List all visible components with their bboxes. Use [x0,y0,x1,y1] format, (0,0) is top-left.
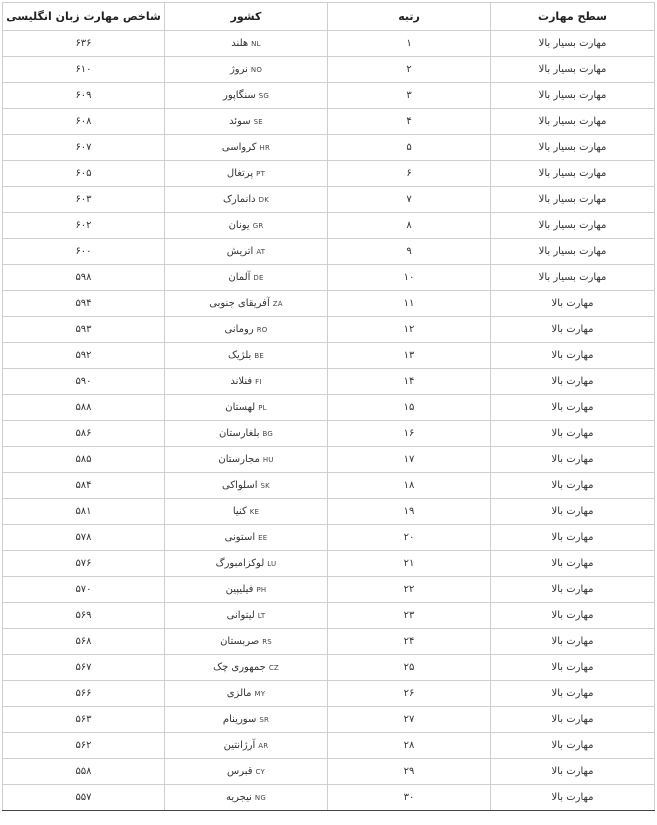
cell-score: ۶۱۰ [3,57,165,83]
cell-score: ۵۸۵ [3,447,165,473]
cell-rank: ۲۳ [328,603,491,629]
cell-rank: ۳۰ [328,785,491,811]
country-name: کنیا [232,506,247,517]
table-row [3,57,655,83]
country-code: GR [252,222,264,230]
cell-country [165,759,328,785]
country-code: KE [249,508,260,516]
cell-score: ۶۰۰ [3,239,165,265]
country-name: دانمارک [222,194,256,205]
cell-level: مهارت بالا [491,759,655,785]
cell-score: ۵۸۱ [3,499,165,525]
country-code: CZ [268,664,279,672]
country-code: SR [259,716,270,724]
country-code: EE [258,534,268,542]
cell-country [165,395,328,421]
cell-rank: ۱۱ [328,291,491,317]
cell-level: مهارت بسیار بالا [491,83,655,109]
cell-rank: ۷ [328,187,491,213]
cell-rank: ۱۲ [328,317,491,343]
country-code: HR [259,144,271,152]
cell-country [165,473,328,499]
cell-country [165,213,328,239]
cell-rank: ۱۹ [328,499,491,525]
country-code: SE [253,118,263,126]
cell-rank: ۸ [328,213,491,239]
cell-country [165,733,328,759]
country-code: MY [254,690,266,698]
cell-score: ۵۸۴ [3,473,165,499]
cell-level: مهارت بالا [491,525,655,551]
table-row [3,161,655,187]
country-code: AR [258,742,269,750]
country-code: BG [262,430,274,438]
country-name: قبرس [227,766,253,777]
cell-score: ۵۷۰ [3,577,165,603]
cell-rank: ۲۷ [328,707,491,733]
cell-country [165,135,328,161]
cell-level: مهارت بسیار بالا [491,213,655,239]
cell-score: ۵۶۶ [3,681,165,707]
country-name: کرواسی [221,142,257,153]
cell-rank: ۶ [328,161,491,187]
cell-score: ۵۶۹ [3,603,165,629]
cell-score: ۶۰۷ [3,135,165,161]
cell-country [165,707,328,733]
cell-score: ۵۹۴ [3,291,165,317]
cell-rank: ۲۱ [328,551,491,577]
country-name: سوئد [229,116,251,127]
country-name: لوکزامبورگ [215,558,265,569]
cell-level: مهارت بالا [491,785,655,811]
cell-level: مهارت بالا [491,395,655,421]
country-code: RO [256,326,268,334]
country-code: DK [258,196,269,204]
country-code: ZA [272,300,283,308]
cell-rank: ۲۹ [328,759,491,785]
country-name: اتریش [226,246,254,257]
cell-level: مهارت بالا [491,707,655,733]
cell-country [165,499,328,525]
table-row [3,551,655,577]
cell-score: ۶۰۳ [3,187,165,213]
table-row [3,759,655,785]
cell-country [165,187,328,213]
country-name: جمهوری چک [213,662,266,673]
cell-level: مهارت بسیار بالا [491,57,655,83]
cell-rank: ۱۷ [328,447,491,473]
country-code: LU [267,560,277,568]
country-name: یونان [228,220,250,231]
country-name: فنلاند [230,376,253,387]
country-code: PL [258,404,267,412]
cell-country [165,239,328,265]
cell-level: مهارت بالا [491,421,655,447]
cell-country [165,161,328,187]
country-code: NG [254,794,266,802]
cell-score: ۶۳۶ [3,31,165,57]
country-code: SK [260,482,270,490]
cell-level: مهارت بسیار بالا [491,135,655,161]
cell-level: مهارت بسیار بالا [491,239,655,265]
table-row [3,83,655,109]
country-name: مجارستان [218,454,260,465]
country-name: استونی [224,532,256,543]
cell-rank: ۲۴ [328,629,491,655]
cell-score: ۵۶۳ [3,707,165,733]
table-row [3,499,655,525]
country-code: PH [256,586,267,594]
cell-level: مهارت بالا [491,369,655,395]
country-name: نیجریه [226,792,252,803]
cell-rank: ۲۸ [328,733,491,759]
cell-country [165,603,328,629]
country-name: آفریقای جنوبی [209,298,270,309]
cell-country [165,655,328,681]
table-row [3,447,655,473]
cell-level: مهارت بالا [491,551,655,577]
country-code: NL [251,40,261,48]
table-row [3,291,655,317]
table-row [3,421,655,447]
header-rank: رتبه [328,3,491,31]
country-code: DE [253,274,264,282]
cell-country [165,525,328,551]
cell-level: مهارت بالا [491,603,655,629]
country-name: لهستان [225,402,256,413]
cell-level: مهارت بالا [491,317,655,343]
cell-level: مهارت بالا [491,291,655,317]
country-name: آرژانتین [223,740,256,751]
cell-level: مهارت بسیار بالا [491,109,655,135]
cell-rank: ۵ [328,135,491,161]
country-name: سنگاپور [222,90,256,101]
cell-rank: ۲۶ [328,681,491,707]
country-name: لیتوانی [226,610,255,621]
table-row [3,629,655,655]
table-row [3,265,655,291]
cell-country [165,577,328,603]
cell-level: مهارت بالا [491,473,655,499]
country-name: مالزی [226,688,252,699]
cell-rank: ۲۰ [328,525,491,551]
cell-level: مهارت بالا [491,629,655,655]
table-row [3,135,655,161]
table-row [3,473,655,499]
cell-score: ۵۷۶ [3,551,165,577]
cell-score: ۵۹۳ [3,317,165,343]
cell-level: مهارت بسیار بالا [491,187,655,213]
cell-rank: ۱۰ [328,265,491,291]
cell-country [165,681,328,707]
cell-score: ۵۹۸ [3,265,165,291]
cell-rank: ۲۲ [328,577,491,603]
cell-country [165,317,328,343]
country-code: LT [257,612,266,620]
table-row [3,603,655,629]
country-name: اسلواکی [222,480,258,491]
cell-level: مهارت بالا [491,655,655,681]
cell-country [165,265,328,291]
cell-country [165,343,328,369]
cell-rank: ۱۶ [328,421,491,447]
header-level: سطح مهارت [491,3,655,31]
cell-rank: ۱۸ [328,473,491,499]
cell-level: مهارت بالا [491,447,655,473]
country-name: سورینام [222,714,257,725]
cell-country [165,31,328,57]
cell-score: ۵۵۸ [3,759,165,785]
cell-country [165,421,328,447]
cell-score: ۵۶۸ [3,629,165,655]
table-row [3,785,655,811]
cell-rank: ۹ [328,239,491,265]
cell-level: مهارت بسیار بالا [491,31,655,57]
cell-country [165,629,328,655]
cell-country [165,447,328,473]
country-code: AT [256,248,266,256]
country-name: رومانی [224,324,254,335]
cell-level: مهارت بالا [491,499,655,525]
country-name: آلمان [228,272,251,283]
header-country: کشور [165,3,328,31]
country-code: NO [250,66,263,74]
cell-score: ۶۰۸ [3,109,165,135]
header-score: شاخص مهارت زبان انگلیسی [3,3,165,31]
cell-country [165,57,328,83]
cell-level: مهارت بسیار بالا [491,161,655,187]
table-row [3,31,655,57]
cell-level: مهارت بالا [491,733,655,759]
cell-level: مهارت بالا [491,577,655,603]
cell-score: ۶۰۲ [3,213,165,239]
cell-rank: ۳ [328,83,491,109]
country-code: SG [258,92,270,100]
cell-score: ۵۶۷ [3,655,165,681]
table-row [3,109,655,135]
cell-score: ۶۰۹ [3,83,165,109]
country-name: پرتغال [226,168,254,179]
table-row [3,577,655,603]
cell-level: مهارت بالا [491,343,655,369]
table-header [3,3,655,31]
country-code: PT [256,170,266,178]
cell-country [165,83,328,109]
table-row [3,681,655,707]
header-row [3,3,655,31]
table-row [3,239,655,265]
cell-score: ۵۸۸ [3,395,165,421]
cell-rank: ۱۴ [328,369,491,395]
table-row [3,317,655,343]
proficiency-ranking-table [2,2,655,811]
cell-country [165,109,328,135]
cell-rank: ۱۵ [328,395,491,421]
table-row [3,213,655,239]
cell-score: ۵۵۷ [3,785,165,811]
cell-level: مهارت بالا [491,681,655,707]
table-row [3,655,655,681]
table-row [3,395,655,421]
cell-rank: ۲۵ [328,655,491,681]
country-name: فیلیپین [225,584,254,595]
country-code: FI [255,378,262,386]
cell-rank: ۲ [328,57,491,83]
cell-rank: ۴ [328,109,491,135]
country-name: هلند [231,38,249,49]
cell-level: مهارت بسیار بالا [491,265,655,291]
cell-score: ۵۶۲ [3,733,165,759]
cell-score: ۵۹۲ [3,343,165,369]
cell-score: ۵۸۶ [3,421,165,447]
table-row [3,187,655,213]
country-code: RS [262,638,272,646]
cell-rank: ۱۳ [328,343,491,369]
cell-country [165,291,328,317]
cell-rank: ۱ [328,31,491,57]
table-row [3,369,655,395]
country-name: نروژ [229,64,248,75]
country-name: صربستان [220,636,260,647]
country-name: بلژیک [228,350,252,361]
table-row [3,707,655,733]
table-row [3,343,655,369]
cell-country [165,369,328,395]
table-row [3,525,655,551]
country-code: BE [254,352,264,360]
country-code: HU [262,456,274,464]
cell-country [165,785,328,811]
table-row [3,733,655,759]
country-code: CY [255,768,265,776]
cell-country [165,551,328,577]
country-name: بلغارستان [218,428,260,439]
cell-score: ۶۰۵ [3,161,165,187]
cell-score: ۵۷۸ [3,525,165,551]
cell-score: ۵۹۰ [3,369,165,395]
table-body [3,31,655,811]
